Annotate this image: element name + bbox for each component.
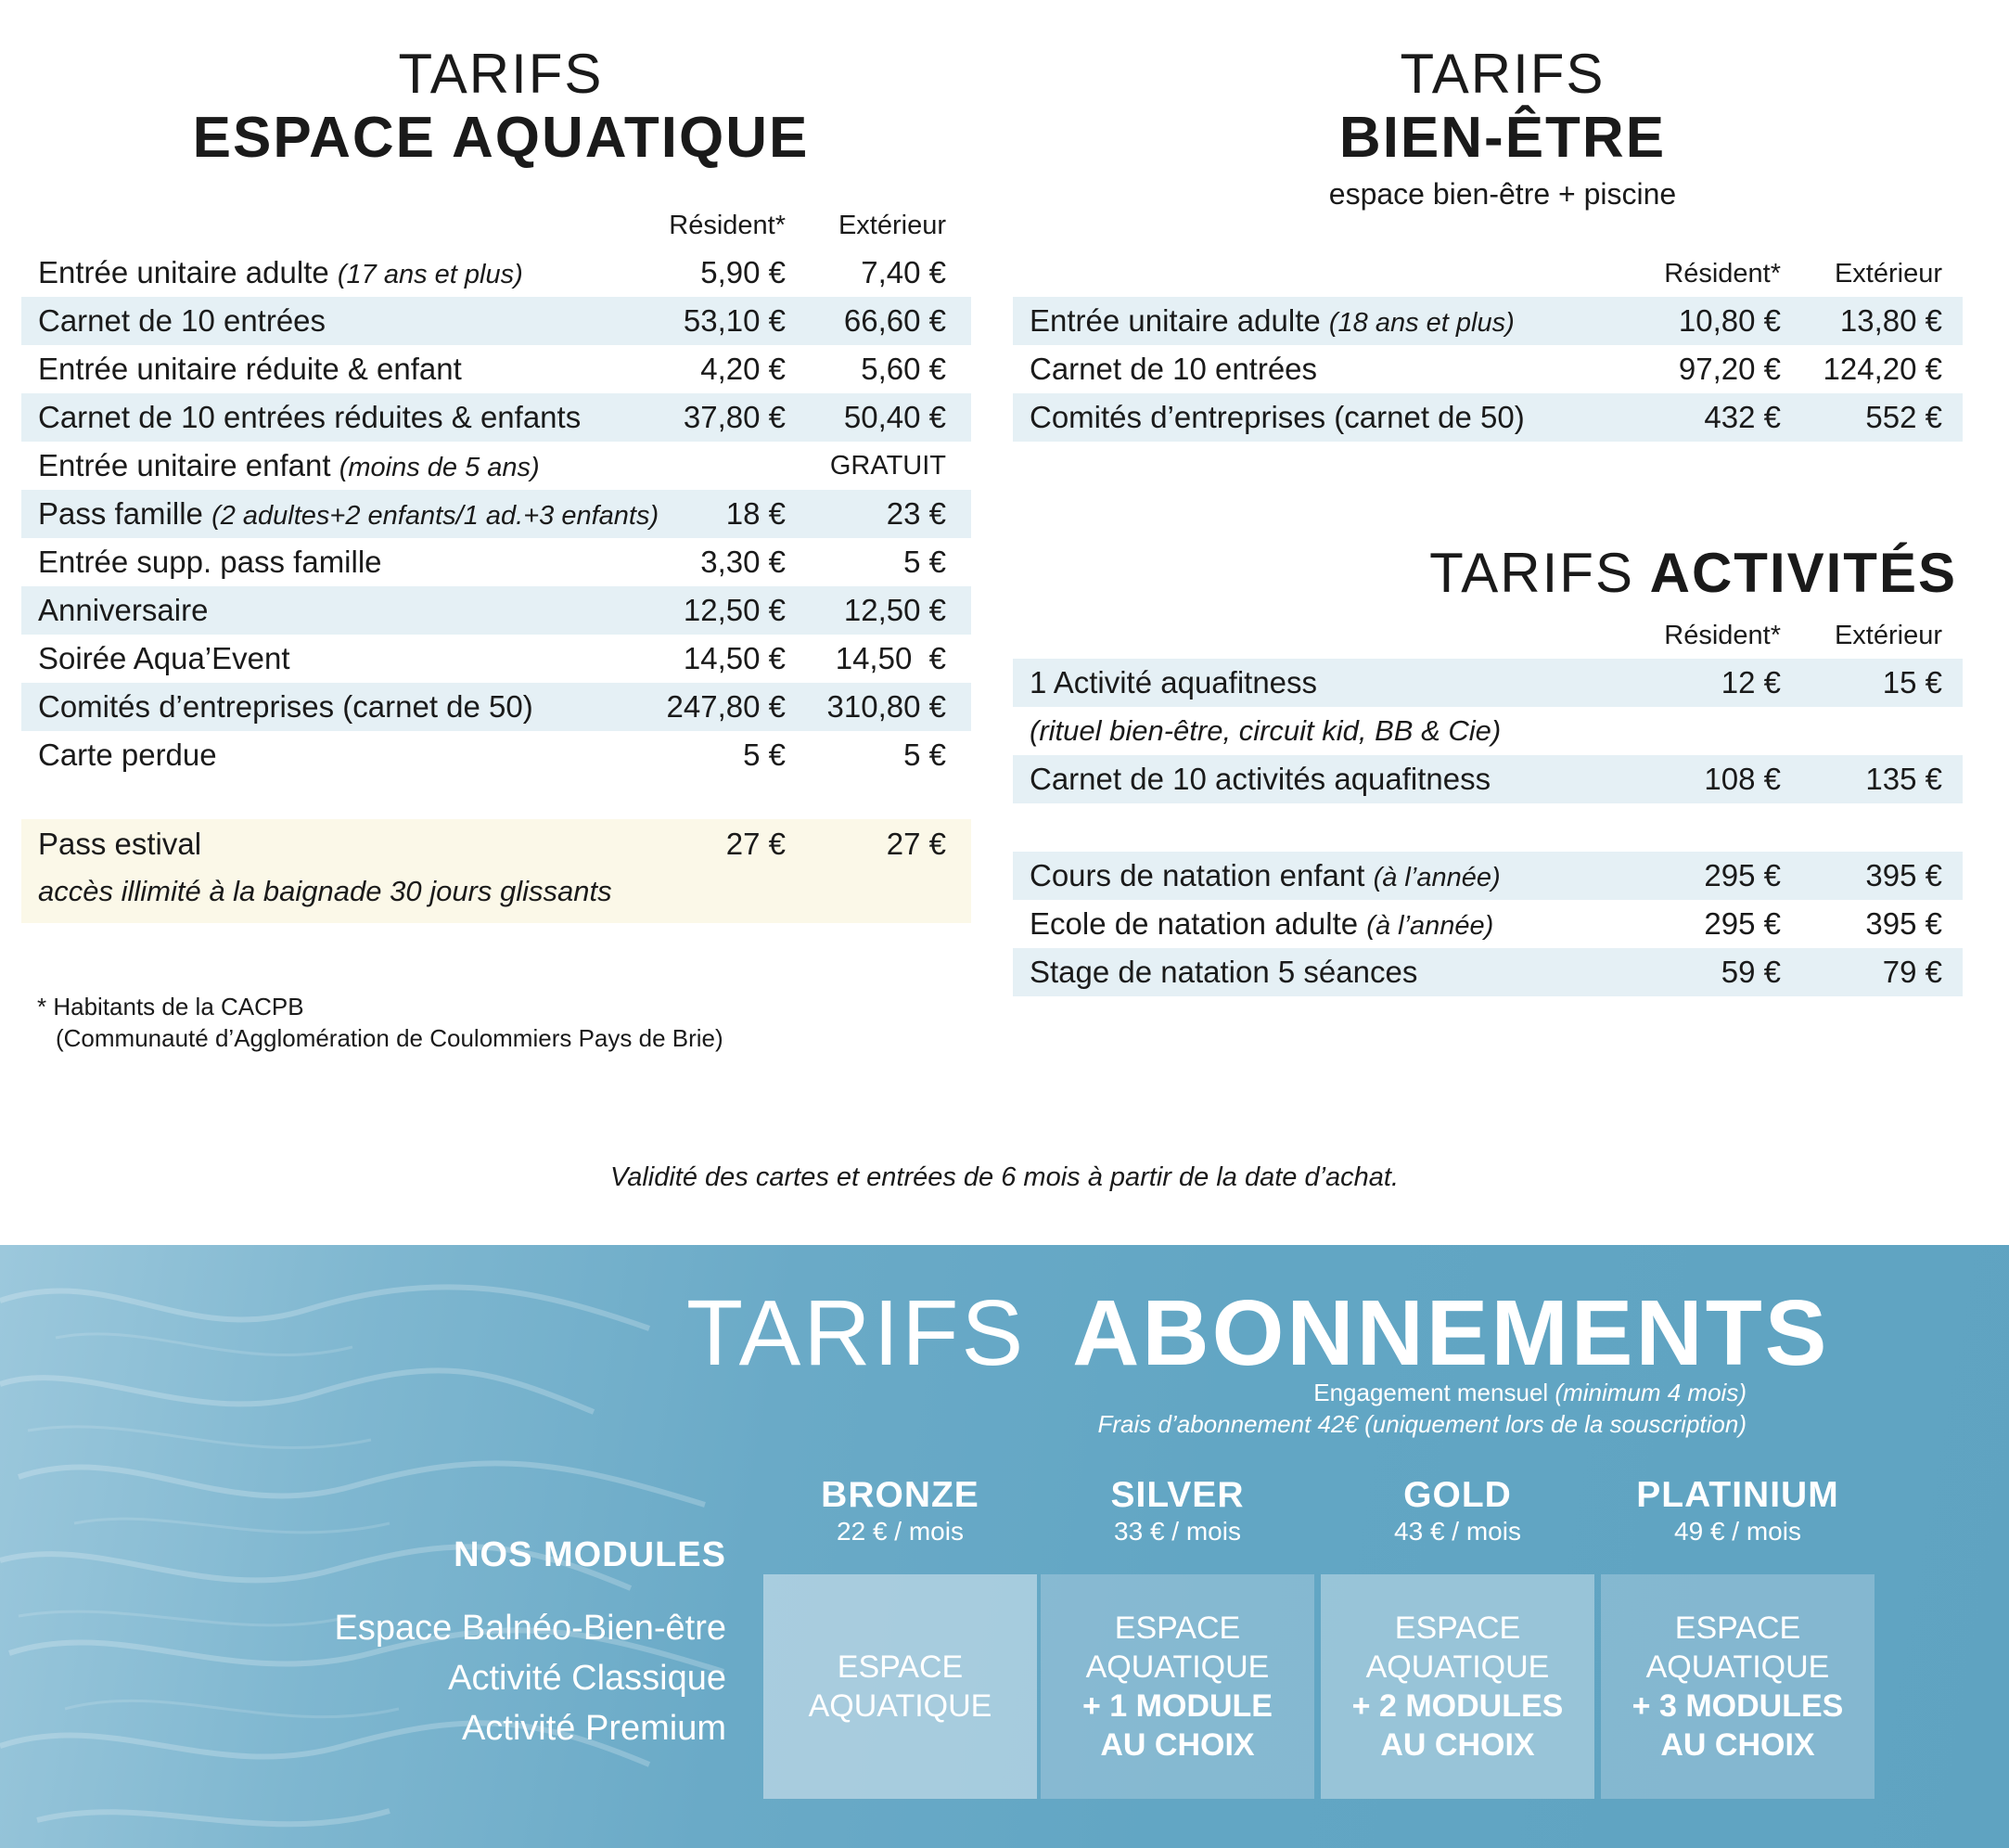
price-resident: 295 € (1704, 858, 1781, 892)
price-exterieur: 14,50 € (835, 641, 946, 675)
activites-table-header (1013, 612, 1963, 659)
module-item: Espace Balnéo-Bien-être (334, 1609, 726, 1648)
row-label: Carnet de 10 entrées (1030, 352, 1318, 386)
table-row (21, 393, 971, 442)
modules-list (335, 1603, 726, 1753)
pass-estival-exterieur: 27 € (886, 827, 946, 861)
table-row (21, 586, 971, 635)
table-row (1013, 345, 1963, 393)
validity-note: Validité des cartes et entrées de 6 mois à partir de la date d’achat. (609, 1162, 1400, 1192)
price-exterieur: 135 € (1865, 762, 1942, 796)
price-exterieur: 15 € (1882, 665, 1942, 699)
box-line: ESPACE (1114, 1611, 1241, 1646)
aquatique-title-bold: ESPACE AQUATIQUE (192, 106, 810, 170)
row-label: Comités d’entreprises (carnet de 50) (38, 689, 533, 724)
footnote-line-2: (Communauté d’Agglomération de Coulommiers Pays de Brie) (56, 1024, 723, 1052)
row-label: Anniversaire (38, 593, 209, 627)
price-exterieur: 395 € (1865, 906, 1942, 941)
box-bold-line: AU CHOIX (1660, 1727, 1815, 1763)
bien-etre-header (1011, 42, 1994, 214)
tier-box-silver (1041, 1574, 1314, 1799)
tier-name: PLATINIUM (1636, 1475, 1839, 1515)
tier-box-gold (1321, 1574, 1594, 1799)
row-label: Comités d’entreprises (carnet de 50) (1030, 400, 1525, 434)
price-resident: 97,20 € (1678, 352, 1781, 386)
table-row (21, 249, 971, 297)
price-resident: 247,80 € (666, 689, 786, 724)
box-bold-line: AU CHOIX (1100, 1727, 1255, 1763)
price-resident: 59 € (1721, 955, 1781, 989)
spacer-row (1013, 803, 1963, 852)
activites-header (1011, 541, 1957, 606)
tier-price: 49 € / mois (1674, 1517, 1801, 1546)
row-note: (17 ans et plus) (337, 260, 523, 289)
table-row (21, 538, 971, 586)
tier-price: 33 € / mois (1114, 1517, 1241, 1546)
module-item: Activité Premium (461, 1709, 726, 1748)
resident-footnote (37, 991, 723, 1054)
price-exterieur: 5 € (903, 738, 946, 772)
abonnements-title (686, 1282, 1830, 1384)
price-resident: 108 € (1704, 762, 1781, 796)
tier-price: 43 € / mois (1394, 1517, 1521, 1546)
table-row (1013, 948, 1963, 996)
price-resident: 432 € (1704, 400, 1781, 434)
col-exterieur-header: Extérieur (838, 211, 946, 240)
row-label: Pass famille (38, 496, 203, 531)
col-resident-header: Résident* (1664, 621, 1781, 650)
aquatique-table-header (21, 200, 971, 249)
table-row (21, 731, 971, 779)
row-label: Entrée supp. pass famille (38, 545, 382, 579)
price-resident: 53,10 € (683, 303, 786, 338)
tier-name: SILVER (1110, 1475, 1245, 1515)
aquatique-price-table (21, 200, 971, 779)
table-row (21, 490, 971, 538)
row-label: Stage de natation 5 séances (1030, 955, 1418, 989)
row-note: (18 ans et plus) (1328, 308, 1515, 338)
price-resident: 4,20 € (700, 352, 786, 386)
price-resident: 12,50 € (683, 593, 786, 627)
row-label: Carnet de 10 activités aquafitness (1030, 762, 1491, 796)
price-exterieur: 79 € (1882, 955, 1942, 989)
pass-estival-box (21, 819, 971, 923)
price-exterieur: 50,40 € (843, 400, 946, 434)
footnote-line-1: * Habitants de la CACPB (37, 993, 304, 1020)
abonnements-title-light: TARIFS (686, 1281, 1027, 1385)
table-row (21, 442, 971, 490)
row-note: (2 adultes+2 enfants/1 ad.+3 enfants) (211, 501, 659, 531)
table-row (1013, 297, 1963, 345)
row-label: Cours de natation enfant (1030, 858, 1365, 892)
table-row (1013, 393, 1963, 442)
aquatique-header (19, 42, 983, 170)
abonnements-conditions (1098, 1377, 1747, 1440)
col-exterieur-header: Extérieur (1834, 259, 1942, 289)
row-label: Entrée unitaire adulte (38, 255, 329, 289)
price-resident: 12 € (1721, 665, 1781, 699)
price-exterieur: 7,40 € (861, 255, 946, 289)
col-resident-header: Résident* (1664, 259, 1781, 289)
box-line: ESPACE (1394, 1611, 1521, 1646)
price-resident: 18 € (725, 496, 786, 531)
abonnements-title-bold: ABONNEMENTS (1072, 1281, 1830, 1385)
abonnements-section (0, 1245, 2009, 1848)
price-resident: 3,30 € (700, 545, 786, 579)
tier-platinium (1601, 1475, 1875, 1547)
col-exterieur-header: Extérieur (1834, 621, 1942, 650)
bien-etre-title-bold: BIEN-ÊTRE (1338, 106, 1667, 170)
table-row (1013, 755, 1963, 803)
tier-box-bronze (763, 1574, 1037, 1799)
module-item: Activité Classique (448, 1659, 726, 1698)
engagement-note: (minimum 4 mois) (1555, 1379, 1747, 1406)
pass-estival-resident: 27 € (725, 827, 786, 861)
bien-etre-title-light: TARIFS (1400, 43, 1606, 105)
engagement-text: Engagement mensuel (1313, 1379, 1549, 1406)
box-line: AQUATIQUE (1365, 1649, 1550, 1685)
box-line: AQUATIQUE (808, 1688, 992, 1724)
row-label: Entrée unitaire adulte (1030, 303, 1321, 338)
price-resident: 37,80 € (683, 400, 786, 434)
price-exterieur: 395 € (1865, 858, 1942, 892)
row-label: Ecole de natation adulte (1030, 906, 1359, 941)
price-exterieur: 13,80 € (1839, 303, 1942, 338)
tier-silver (1041, 1475, 1314, 1547)
activites-price-table (1013, 612, 1963, 996)
row-note: (rituel bien-être, circuit kid, BB & Cie) (1030, 714, 1502, 747)
bien-etre-table-header (1013, 249, 1963, 297)
tier-bronze (763, 1475, 1037, 1547)
box-line: AQUATIQUE (1085, 1649, 1270, 1685)
table-row (21, 297, 971, 345)
table-row (1013, 900, 1963, 948)
price-resident: 5 € (743, 738, 786, 772)
price-exterieur: 23 € (886, 496, 946, 531)
bien-etre-price-table (1013, 249, 1963, 442)
box-bold-line: AU CHOIX (1380, 1727, 1535, 1763)
box-bold-line: + 3 MODULES (1632, 1688, 1844, 1724)
activites-title-bold: ACTIVITÉS (1649, 542, 1957, 604)
tier-name: GOLD (1403, 1475, 1512, 1515)
price-exterieur: 5 € (903, 545, 946, 579)
row-label: Carte perdue (38, 738, 217, 772)
modules-title: NOS MODULES (454, 1535, 726, 1574)
row-label: Carnet de 10 entrées réduites & enfants (38, 400, 582, 434)
frais-text: Frais d’abonnement 42€ (uniquement lors de la souscription) (1097, 1410, 1747, 1438)
row-label: Carnet de 10 entrées (38, 303, 326, 338)
box-line: ESPACE (837, 1649, 964, 1685)
pass-estival-description: accès illimité à la baignade 30 jours glissants (38, 875, 612, 907)
tier-price: 22 € / mois (837, 1517, 964, 1546)
row-label: Soirée Aqua’Event (38, 641, 290, 675)
price-exterieur: 552 € (1865, 400, 1942, 434)
price-resident: 5,90 € (700, 255, 786, 289)
bien-etre-subtitle: espace bien-être + piscine (1328, 177, 1677, 211)
table-row (21, 635, 971, 683)
price-exterieur: 12,50 € (843, 593, 946, 627)
table-row (1013, 707, 1963, 755)
row-note: (moins de 5 ans) (339, 453, 540, 482)
tier-gold (1321, 1475, 1594, 1547)
tier-box-platinium (1601, 1574, 1875, 1799)
table-row (1013, 659, 1963, 707)
price-resident: 10,80 € (1678, 303, 1781, 338)
price-gratuit: GRATUIT (829, 451, 946, 481)
box-bold-line: + 2 MODULES (1351, 1688, 1564, 1724)
col-resident-header: Résident* (669, 211, 786, 240)
row-note: (à l’année) (1373, 863, 1501, 892)
price-resident: 14,50 € (683, 641, 786, 675)
box-line: AQUATIQUE (1645, 1649, 1830, 1685)
tier-name: BRONZE (821, 1475, 979, 1515)
activites-title-light: TARIFS (1429, 542, 1634, 604)
pass-estival-label: Pass estival (38, 827, 202, 861)
price-exterieur: 5,60 € (861, 352, 946, 386)
table-row (21, 683, 971, 731)
price-exterieur: 310,80 € (826, 689, 946, 724)
aquatique-title-light: TARIFS (398, 43, 604, 105)
box-bold-line: + 1 MODULE (1082, 1688, 1273, 1724)
row-label: Entrée unitaire réduite & enfant (38, 352, 462, 386)
row-label: Entrée unitaire enfant (38, 448, 331, 482)
row-note: (à l’année) (1366, 911, 1494, 941)
box-line: ESPACE (1674, 1611, 1801, 1646)
price-resident: 295 € (1704, 906, 1781, 941)
price-exterieur: 124,20 € (1823, 352, 1942, 386)
table-row (21, 345, 971, 393)
row-label: 1 Activité aquafitness (1030, 665, 1318, 699)
table-row (1013, 852, 1963, 900)
price-exterieur: 66,60 € (843, 303, 946, 338)
